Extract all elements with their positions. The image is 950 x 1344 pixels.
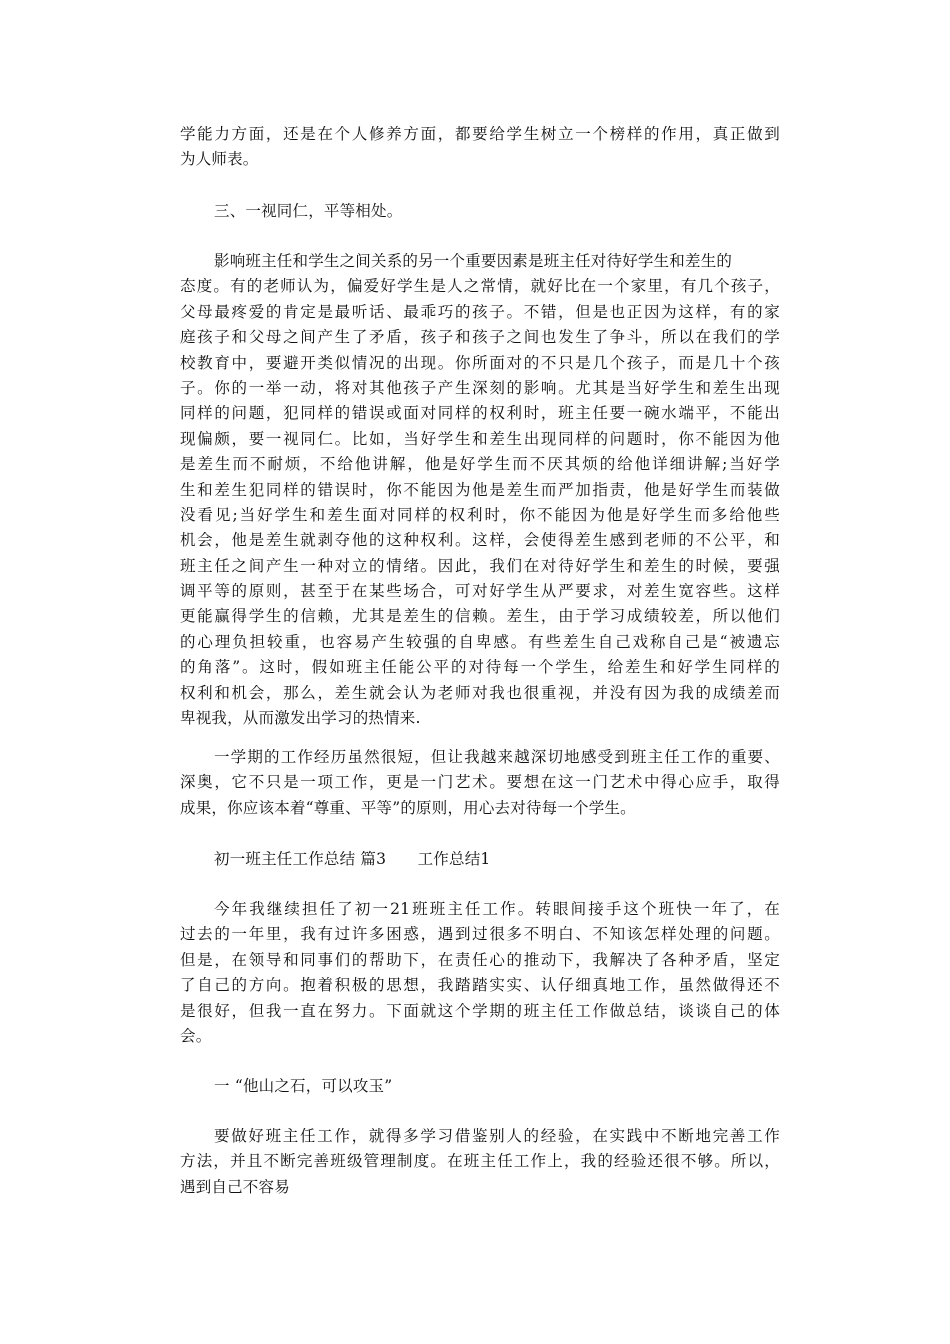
text-line: 更能赢得学生的信赖，尤其是差生的信赖。差生，由于学习成绩较差，所以他们 [180, 607, 780, 626]
text-line: 同样的问题，犯同样的错误或面对同样的权利时，班主任要一碗水端平，不能出 [180, 404, 780, 423]
text-line: 态度。有的老师认为，偏爱好学生是人之常情，就好比在一个家里，有几个孩子， [180, 277, 780, 296]
text-line: 深奥，它不只是一项工作，更是一门艺术。要想在这一门艺术中得心应手，取得 [180, 773, 780, 792]
paragraph-continuation [180, 122, 780, 173]
text-line: 子。你的一举一动，将对其他孩子产生深刻的影响。尤其是当好学生和差生出现 [180, 378, 780, 397]
text-line: 现偏颇，要一视同仁。比如，当好学生和差生出现同样的问题时，你不能因为他 [180, 429, 780, 448]
text-line: 的角落”。这时，假如班主任能公平的对待每一个学生，给差生和好学生同样的 [180, 658, 780, 677]
text-line: 没看见;当好学生和差生面对同样的权利时，你不能因为他是好学生而多给他些 [180, 505, 780, 524]
paragraph-attitude [180, 249, 780, 731]
text-line: 是很好，但我一直在努力。下面就这个学期的班主任工作做总结，谈谈自己的体 [180, 1001, 780, 1020]
section-title-text: 初一班主任工作总结 篇3 工作总结1 [214, 850, 491, 868]
text-line: 但是，在领导和同事们的帮助下，在责任心的推动下，我解决了各种矛盾，坚定 [180, 950, 780, 969]
text-line: 成果，你应该本着“尊重、平等”的原则，用心去对待每一个学生。 [180, 798, 636, 817]
text-line: 会。 [180, 1026, 212, 1045]
section-heading-one [180, 1074, 780, 1099]
text-line: 班主任之间产生一种对立的情绪。因此，我们在对待好学生和差生的时候，要强 [180, 556, 780, 575]
text-line: 影响班主任和学生之间关系的另一个重要因素是班主任对待好学生和差生的 [214, 252, 733, 270]
paragraph-learning [180, 1124, 780, 1200]
text-line: 生和差生犯同样的错误时，你不能因为他是差生而严加指责，他是好学生而装做 [180, 480, 780, 499]
paragraph-intro [180, 897, 780, 1049]
paragraph-reflection [180, 745, 780, 821]
text-line: 校教育中，要避开类似情况的出现。你所面对的不只是几个孩子，而是几十个孩 [180, 353, 780, 372]
section-title [180, 847, 780, 872]
section-heading-equal-treatment [180, 199, 780, 224]
text-line: 为人师表。 [180, 150, 259, 169]
text-line: 父母最疼爱的肯定是最听话、最乖巧的孩子。不错，但是也正因为这样，有的家 [180, 302, 780, 321]
text-line: 要做好班主任工作，就得多学习借鉴别人的经验，在实践中不断地完善工作 [214, 1127, 780, 1145]
text-line: 一学期的工作经历虽然很短，但让我越来越深切地感受到班主任工作的重要、 [214, 748, 780, 766]
text-line: 卑视我，从而激发出学习的热情来. [180, 709, 421, 728]
heading-text: 三、一视同仁，平等相处。 [214, 202, 403, 220]
text-line: 今年我继续担任了初一21班班主任工作。转眼间接手这个班快一年了，在 [214, 900, 780, 918]
heading-text: 一 “他山之石，可以攻玉” [214, 1077, 393, 1095]
text-line: 庭孩子和父母之间产生了矛盾，孩子和孩子之间也发生了争斗，所以在我们的学 [180, 328, 780, 347]
text-line: 遇到自己不容易 [180, 1177, 290, 1196]
text-line: 学能力方面，还是在个人修养方面，都要给学生树立一个榜样的作用，真正做到 [180, 125, 780, 143]
text-line: 了自己的方向。抱着积极的思想，我踏踏实实、认仔细真地工作，虽然做得还不 [180, 976, 780, 995]
text-line: 权利和机会，那么，差生就会认为老师对我也很重视，并没有因为我的成绩差而 [180, 683, 780, 702]
text-line: 方法，并且不断完善班级管理制度。在班主任工作上，我的经验还很不够。所以， [180, 1152, 780, 1171]
text-line: 的心理负担较重，也容易产生较强的自卑感。有些差生自己戏称自己是“被遗忘 [180, 632, 780, 651]
text-line: 过去的一年里，我有过许多困惑，遇到过很多不明白、不知该怎样处理的问题。 [180, 925, 780, 944]
text-line: 调平等的原则，甚至于在某些场合，可对好学生从严要求，对差生宽容些。这样 [180, 582, 780, 601]
text-line: 机会，他是差生就剥夺他的这种权利。这样，会使得差生感到老师的不公平，和 [180, 531, 780, 550]
text-line: 是差生而不耐烦，不给他讲解，他是好学生而不厌其烦的给他详细讲解;当好学 [180, 455, 780, 474]
